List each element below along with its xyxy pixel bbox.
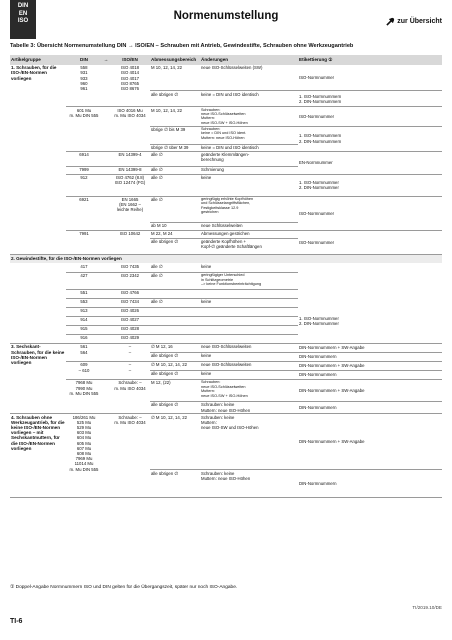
iso-cell: ISO 4029 xyxy=(110,334,150,343)
iso-cell: EN 1665 (EN 1662 – leichte Reihe) xyxy=(110,196,150,230)
table-header-row xyxy=(10,55,442,65)
arrow-cell xyxy=(102,343,110,361)
aenderung-cell: Schrauben: keine Muttern: neue ISO-Höhen xyxy=(200,401,298,413)
abmessung-cell xyxy=(150,307,200,316)
table-row xyxy=(10,272,442,289)
table-row xyxy=(10,65,442,91)
iso-cell: ISO 7434 xyxy=(110,298,150,307)
din-cell: 427 xyxy=(66,272,102,289)
tools-icon xyxy=(386,17,395,26)
aenderung-cell: Schrauben: keine = DIN und ISO ident. Muttern: neue ISO-Höhen xyxy=(200,126,298,144)
abmessung-cell: alle ∅ xyxy=(150,151,200,166)
aenderung-cell: neue ISO-Schlüsselweiten (SW) xyxy=(200,65,298,91)
abmessung-cell: alle ∅ xyxy=(150,298,200,307)
etikett-cell: DIN-Normnummern + SW-Angabe xyxy=(298,379,442,401)
etikett-cell: ISO-Normnummer xyxy=(298,107,442,126)
iso-cell: ISO 2342 xyxy=(110,272,150,289)
aenderung-cell: keine xyxy=(200,352,298,361)
arrow-cell xyxy=(102,151,110,166)
abmessung-cell: übrige ∅ über M 39 xyxy=(150,144,200,151)
chapter-tab-line-3: ISO xyxy=(17,18,29,24)
aenderung-cell: Schrauben: neue ISO-Schlüsselweiten Muttern: neue ISO-SW + ISO-Höhen xyxy=(200,379,298,401)
col-iso: ISO/EN xyxy=(110,55,150,65)
arrow-cell xyxy=(102,107,110,151)
col-aenderungen: Änderungen xyxy=(200,55,298,65)
etikett-cell: DIN-Normnummern xyxy=(298,401,442,413)
arrow-cell xyxy=(102,289,110,298)
table-row xyxy=(10,263,442,272)
din-cell: 601 Mu m. Mu DIN 555 xyxy=(66,107,102,151)
etikett-cell: 1. ISO-Normnummer 2. DIN-Normnummer xyxy=(298,174,442,196)
abmessung-cell: alle ∅ xyxy=(150,196,200,222)
group-label: 4. Schrauben ohne Werkzeugantrieb, für die keine ISO-/EN-Normen vorliegen – mit Sechskantmuttern, für die ISO-/EN-Normen vorliegen xyxy=(10,414,66,498)
page-number: TI-6 xyxy=(10,618,23,625)
din-cell: 7999 xyxy=(66,166,102,174)
din-cell: 915 xyxy=(66,325,102,334)
aenderung-cell: neue ISO-Schlüsselweiten xyxy=(200,343,298,352)
arrow-cell xyxy=(102,166,110,174)
arrow-cell xyxy=(102,196,110,230)
group-label xyxy=(10,263,66,343)
overview-link[interactable] xyxy=(386,17,442,26)
din-cell: 7991 xyxy=(66,230,102,254)
din-cell: 551 xyxy=(66,289,102,298)
iso-cell: Schraube: – m. Mu ISO 4034 xyxy=(110,414,150,498)
etikett-cell: ISO-Normnummer xyxy=(298,196,442,230)
abmessung-cell: alle ∅ xyxy=(150,272,200,289)
abmessung-cell: alle übrigen ∅ xyxy=(150,352,200,361)
table-row xyxy=(10,361,442,370)
chapter-tab-line-2: EN xyxy=(18,10,28,17)
din-cell: 913 xyxy=(66,307,102,316)
iso-cell: ISO 7435 xyxy=(110,263,150,272)
version-label: TI/2019.10/DE xyxy=(412,605,442,610)
din-cell: 6914 xyxy=(66,151,102,166)
group-heading-row xyxy=(10,254,442,263)
arrow-cell xyxy=(102,272,110,289)
iso-cell: ISO 4026 xyxy=(110,307,150,316)
table-row xyxy=(10,196,442,222)
col-etikettierung: Etikettierung ① xyxy=(298,55,442,65)
aenderung-cell: keine xyxy=(200,370,298,379)
col-arrow: → xyxy=(102,55,110,65)
standards-table xyxy=(10,55,442,498)
iso-cell: – – xyxy=(110,361,150,379)
din-cell: 914 xyxy=(66,316,102,325)
table-row xyxy=(10,298,442,307)
iso-cell: ISO 4018 ISO 4014 ISO 4017 ISO 8765 ISO 8676 xyxy=(110,65,150,107)
iso-cell: ISO 4762 (8.8) ISO 12474 (FG) xyxy=(110,174,150,196)
aenderung-cell xyxy=(200,334,298,343)
arrow-cell xyxy=(102,263,110,272)
arrow-cell xyxy=(102,65,110,107)
abmessung-cell: alle übrigen ∅ xyxy=(150,401,200,413)
chapter-tab-line-1: DIN xyxy=(17,3,29,9)
arrow-cell xyxy=(102,230,110,254)
din-cell: 609 – 610 xyxy=(66,361,102,379)
abmessung-cell xyxy=(150,316,200,325)
abmessung-cell: M 12, (22) xyxy=(150,379,200,401)
etikett-cell: DIN-Normnummern xyxy=(298,470,442,498)
din-cell: 417 xyxy=(66,263,102,272)
abmessung-cell: alle ∅ xyxy=(150,166,200,174)
abmessung-cell xyxy=(150,289,200,298)
abmessung-cell: ∅ M 10, 12, 14, 22 xyxy=(150,414,200,470)
iso-cell: Schraube: – m. Mu ISO 4034 xyxy=(110,379,150,413)
aenderung-cell: keine xyxy=(200,298,298,307)
din-cell: 558 931 933 960 961 xyxy=(66,65,102,107)
table-row xyxy=(10,230,442,238)
abmessung-cell xyxy=(150,325,200,334)
abmessung-cell: alle ∅ xyxy=(150,263,200,272)
din-cell: 553 xyxy=(66,298,102,307)
etikett-cell: 1. ISO-Normnummern 2. DIN-Normnummern xyxy=(298,126,442,151)
aenderung-cell: neue Schlüsselweiten xyxy=(200,222,298,230)
table-row xyxy=(10,289,442,298)
group-label: 3. Sechskant-Schrauben, für die keine ISO-/EN-Normen vorliegen xyxy=(10,343,66,413)
arrow-cell xyxy=(102,414,110,498)
aenderung-cell xyxy=(200,325,298,334)
aenderung-cell: Schrauben: keine Muttern: neue ISO-Höhen xyxy=(200,470,298,498)
group-label: 1. Schrauben, für die ISO-/EN-Normen vorliegen xyxy=(10,65,66,254)
aenderung-cell xyxy=(200,289,298,298)
aenderung-cell: neue ISO-Schlüsselweiten xyxy=(200,361,298,370)
din-cell: 7968 Mu 7990 Mu m. Mu DIN 555 xyxy=(66,379,102,413)
arrow-cell xyxy=(102,307,110,316)
aenderung-cell: Schrauben: keine Muttern: neue ISO-SW und ISO-Höhen xyxy=(200,414,298,470)
etikett-cell: DIN-Normnummern + SW-Angabe xyxy=(298,361,442,370)
group-heading: 2. Gewindestifte, für die ISO-/EN-Normen vorliegen xyxy=(10,254,442,263)
iso-cell: ISO 4016 Mu m. Mu ISO 4034 xyxy=(110,107,150,151)
aenderung-cell: Schrauben: neue ISO-Schlüsselweiten Muttern: neue ISO-SW + ISO-Höhen xyxy=(200,107,298,126)
col-artikelgruppe: Artikelgruppe xyxy=(10,55,66,65)
din-cell: 916 xyxy=(66,334,102,343)
abmessung-cell: alle übrigen ∅ xyxy=(150,470,200,498)
abmessung-cell: ∅ M 12, 16 xyxy=(150,343,200,352)
etikett-cell: DIN-Normnummern + SW-Angabe xyxy=(298,343,442,352)
table-caption: Tabelle 3: Übersicht Normenumstellung DIN → ISO/EN – Schrauben mit Antrieb, Gewindestifte, Schrauben ohne Werkzeugantrieb xyxy=(10,43,354,49)
iso-cell: ISO 4766 xyxy=(110,289,150,298)
table-row xyxy=(10,151,442,166)
table-row xyxy=(10,414,442,470)
din-cell: 6921 xyxy=(66,196,102,230)
aenderung-cell: geänderte Kopfhöhen + Kopf-∅ geänderte Schaftlängen xyxy=(200,238,298,254)
table-row xyxy=(10,174,442,196)
arrow-cell xyxy=(102,298,110,307)
abmessung-cell: alle übrigen ∅ xyxy=(150,91,200,107)
aenderung-cell: keine xyxy=(200,263,298,272)
abmessung-cell: M 10, 12, 14, 22 xyxy=(150,65,200,91)
table-row xyxy=(10,379,442,401)
arrow-cell xyxy=(102,361,110,379)
arrow-cell xyxy=(102,174,110,196)
aenderung-cell: keine = DIN und ISO identisch xyxy=(200,91,298,107)
table-row xyxy=(10,107,442,126)
din-cell: 561 564 xyxy=(66,343,102,361)
etikett-cell: DIN-Normnummern + SW-Angabe xyxy=(298,414,442,470)
arrow-cell xyxy=(102,334,110,343)
din-cell: 186/261 Mu 525 Mu 529 Mu 603 Mu 604 Mu 605 Mu 607 Mu 608 Mu 7969 Mu 11014 Mu m. Mu DIN 555 xyxy=(66,414,102,498)
iso-cell: EN 14399-4 xyxy=(110,151,150,166)
col-din: DIN xyxy=(66,55,102,65)
etikett-cell: EN-Normnummer xyxy=(298,151,442,174)
etikett-cell: DIN-Normnummern xyxy=(298,352,442,361)
aenderung-cell: Schmierung xyxy=(200,166,298,174)
abmessung-cell: ab M 10 xyxy=(150,222,200,230)
aenderung-cell: geänderte Klemmlängen- berechnung xyxy=(200,151,298,166)
etikett-cell: 1. ISO-Normnummern 2. DIN-Normnummern xyxy=(298,91,442,107)
abmessung-cell: übrige ∅ bis M 39 xyxy=(150,126,200,144)
table-row xyxy=(10,343,442,352)
arrow-cell xyxy=(102,316,110,325)
aenderung-cell: geringfügiger Unterschied in Schlitzgeometrie –> keine Funktionsbeeinträchtigung xyxy=(200,272,298,289)
arrow-cell xyxy=(102,379,110,413)
aenderung-cell xyxy=(200,316,298,325)
aenderung-cell: Abmessungen gestrichen xyxy=(200,230,298,238)
aenderung-cell xyxy=(200,307,298,316)
iso-cell: EN 14399-8 xyxy=(110,166,150,174)
abmessung-cell: ∅ M 10, 12, 14, 22 xyxy=(150,361,200,370)
arrow-cell xyxy=(102,325,110,334)
footnote: ① Doppel-Angabe Normnummern ISO und DIN gelten für die Übergangszeit, später nur noch ISO-Angabe. xyxy=(10,585,238,590)
aenderung-cell: keine xyxy=(200,174,298,196)
abmessung-cell: alle übrigen ∅ xyxy=(150,370,200,379)
iso-cell: ISO 4028 xyxy=(110,325,150,334)
iso-cell: ISO 4027 xyxy=(110,316,150,325)
abmessung-cell: alle ∅ xyxy=(150,174,200,196)
etikett-cell: 1. ISO-Normnummer 2. DIN-Normnummer xyxy=(298,298,442,343)
etikett-cell: ISO-Normnummer xyxy=(298,65,442,91)
aenderung-cell: geringfügig erhöhte Kopfhöhen und Schlüsselangriffsflächen, Festigkeitsklasse 12.9 gestrichen xyxy=(200,196,298,222)
col-abmessung: Abmessungsbereich xyxy=(150,55,200,65)
aenderung-cell: keine = DIN und ISO identisch xyxy=(200,144,298,151)
iso-cell: ISO 10642 xyxy=(110,230,150,254)
din-cell: 912 xyxy=(66,174,102,196)
overview-link-label: zur Übersicht xyxy=(397,18,442,25)
abmessung-cell xyxy=(150,334,200,343)
iso-cell: – – xyxy=(110,343,150,361)
abmessung-cell: M 10, 12, 14, 22 xyxy=(150,107,200,126)
page-title: Normenumstellung xyxy=(173,10,279,22)
abmessung-cell: alle übrigen ∅ xyxy=(150,238,200,254)
etikett-cell: ISO-Normnummer xyxy=(298,230,442,254)
abmessung-cell: M 22, M 24 xyxy=(150,230,200,238)
etikett-cell: DIN-Normnummern xyxy=(298,370,442,379)
